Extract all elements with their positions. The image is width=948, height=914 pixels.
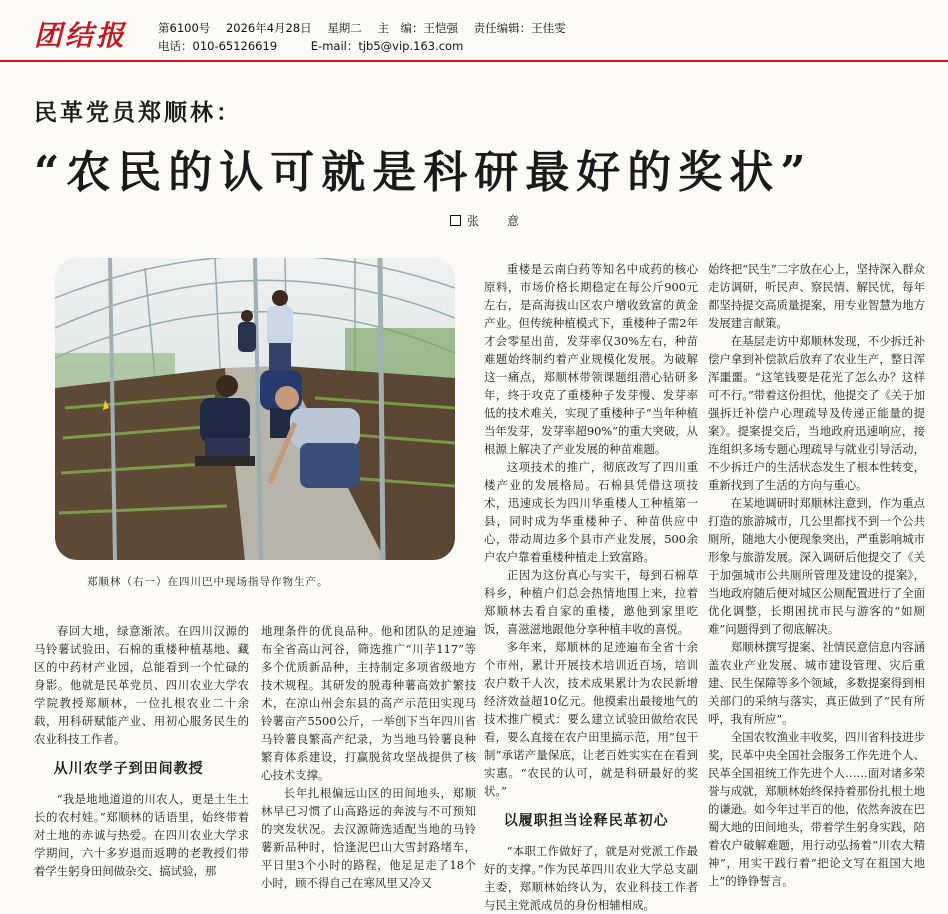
duty-editor: 责任编辑：王佳雯 (473, 21, 566, 35)
paragraph: 正因为这份真心与实干，每到石棉草科乡，种植户们总会热情地围上来，拉着郑顺林去看自家的重楼，邀他到家里吃饭，喜滋滋地跟他分享种植丰收的喜悦。 (484, 568, 698, 636)
article-column-1 (34, 622, 249, 880)
paragraph: “我是地地道道的川农人，更是土生土长的农村娃。”郑顺林的话语里，始终带着对土地的赤诚与热爱。在四川农业大学求学期间，六十多岁退而返聘的老教授们带着学生躬身田间做杂交、搞试验，那 (34, 792, 249, 878)
chief-editor: 主 编：王恺强 (377, 21, 458, 35)
masthead-rule (0, 60, 948, 62)
paragraph: 多年来，郑顺林的足迹遍布全省十余个市州，累计开展技术培训近百场，培训农户数千人次，技术成果累计为农民新增经济效益超10亿元。他摸索出最接地气的技术推广模式：要么建立试验田做给农民看，要么直接在农户田里搞示范，用“包干制”承诺产量保底，让老百姓实实在在看到实惠。“农民的认可，就是科研最好的奖状。” (484, 640, 698, 798)
photo-caption: 郑顺林（右一）在四川巴中现场指导作物生产。 (87, 576, 329, 588)
masthead (0, 0, 948, 60)
author-name: 张 意 (467, 214, 528, 228)
article-headline: “农民的认可就是科研最好的奖状” (34, 147, 813, 198)
masthead-info-line-2 (158, 38, 475, 54)
article-column-4 (708, 260, 925, 890)
article-kicker: 民革党员郑顺林： (34, 99, 242, 126)
paragraph: 长年扎根偏远山区的田间地头，郑顺林早已习惯了山高路远的奔波与不可预知的突发状况。去汉源筛选适配当地的马铃薯新品种时，恰逢泥巴山大雪封路堵车，平日里3个小时的路程，他足足走了18个小时，顾不得自己在寒风里又冷又 (261, 786, 476, 890)
masthead-info-line-1 (158, 20, 578, 36)
paragraph: 始终把“民生”二字放在心上，坚持深入群众走访调研，听民声、察民情、解民忧，每年都坚持提交高质量提案，用专业智慧为地方发展建言献策。 (708, 262, 925, 330)
paragraph: 重楼是云南白药等知名中成药的核心原料，市场价格长期稳定在每公斤900元左右，是高海拔山区农户增收致富的黄金产业。但传统种植模式下，重楼种子需2年才会零星出苗，发芽率仅30%左右，种苗难题始终制约着产业规模化发展。为破解这一痛点，郑顺林带领课题组潜心钻研多年，终于攻克了重楼种子发芽慢、发芽率低的技术难关，实现了重楼种子“当年种植当年发芽，发芽率超90%”的重大突破，从根源上解决了产业发展的种苗难题。 (484, 262, 698, 456)
issue-number: 第6100号 (158, 21, 211, 35)
paragraph: 在某地调研时郑顺林注意到，作为重点打造的旅游城市，几公里都找不到一个公共厕所，随地大小便现象突出，严重影响城市形象与旅游发展。深入调研后他提交了《关于加强城市公共厕所管理及建设的提案》，当地政府随后便对城区公厕配置进行了全面优化调整，长期困扰市民与游客的“如厕难”问题得到了彻底解决。 (708, 496, 925, 636)
paragraph: 郑顺林撰写提案、社情民意信息内容涵盖农业产业发展、城市建设管理、灾后重建、民生保障等多个领域，多数提案得到相关部门的采纳与落实，真正做到了“民有所呼，我有所应”。 (708, 640, 925, 726)
section-subheading: 从川农学子到田间教授 (53, 761, 204, 777)
paragraph: 在基层走访中郑顺林发现，不少拆迁补偿户拿到补偿款后放弃了农业生产，整日浑浑噩噩。“这笔钱要是花光了怎么办？这样可不行。”带着这份担忧，他提交了《关于加强拆迁补偿户心理疏导及传递正能量的提案》。提案提交后，当地政府迅速响应，接连组织多场专题心理疏导与就业引导活动，不少拆迁户的生活状态发生了根本性转变，重新找到了生活的方向与重心。 (708, 334, 925, 492)
section-subheading: 以履职担当诠释民革初心 (503, 813, 669, 829)
article-column-2 (261, 622, 476, 892)
contact-email: E-mail：tjb5@vip.163.com (310, 39, 464, 53)
article-photo (55, 258, 455, 560)
issue-date: 2026年4月28日 (225, 21, 312, 35)
byline-square-icon (450, 215, 461, 226)
contact-phone: 电话：010-65126619 (158, 39, 278, 53)
paragraph: “本职工作做好了，就是对党派工作最好的支撑。”作为民革四川农业大学总支副主委，郑顺林始终认为，农业科技工作者与民主党派成员的身份相辅相成。 (484, 844, 698, 912)
issue-weekday: 星期二 (327, 21, 362, 35)
article-byline (450, 212, 527, 229)
paragraph: 春回大地，绿意渐浓。在四川汉源的马铃薯试验田、石棉的重楼种植基地、藏区的中药材产业园，总能看到一个忙碌的身影。他就是民革党员、四川农业大学农学院教授郑顺林，一位扎根农业二十余载，用科研赋能产业、用初心服务民生的农业科技工作者。 (34, 624, 249, 746)
newspaper-logo: 团结报 (34, 19, 128, 52)
paragraph: 地理条件的优良品种。他和团队的足迹遍布全省高山河谷，筛选推广“川芋117”等多个优质新品种，主持制定多项省级地方技术规程。其研发的脱毒种薯高效扩繁技术，在凉山州会东县的高产示范田实现马铃薯亩产5500公斤，一举创下当年四川省马铃薯良繁高产纪录，为当地马铃薯良种繁育体系建设，打赢脱贫攻坚战提供了核心技术支撑。 (261, 624, 476, 782)
article-column-3 (484, 260, 698, 914)
paragraph: 全国农牧渔业丰收奖，四川省科技进步奖，民革中央全国社会服务工作先进个人、民革全国祖统工作先进个人……面对诸多荣誉与成就，郑顺林始终保持着那份扎根土地的谦逊。如今年过半百的他，依然奔波在巴蜀大地的田间地头，带着学生躬身实践，陪着农户破解难题，用行动弘扬着“川农大精神”，用实干践行着“把论文写在祖国大地上”的铮铮誓言。 (708, 730, 925, 888)
paragraph: 这项技术的推广，彻底改写了四川重楼产业的发展格局。石棉县凭借这项技术，迅速成长为四川华重楼人工种植第一县，同时成为华重楼种子、种苗供应中心，带动周边多个县市产业发展，500余户农户靠着重楼种植走上致富路。 (484, 460, 698, 564)
